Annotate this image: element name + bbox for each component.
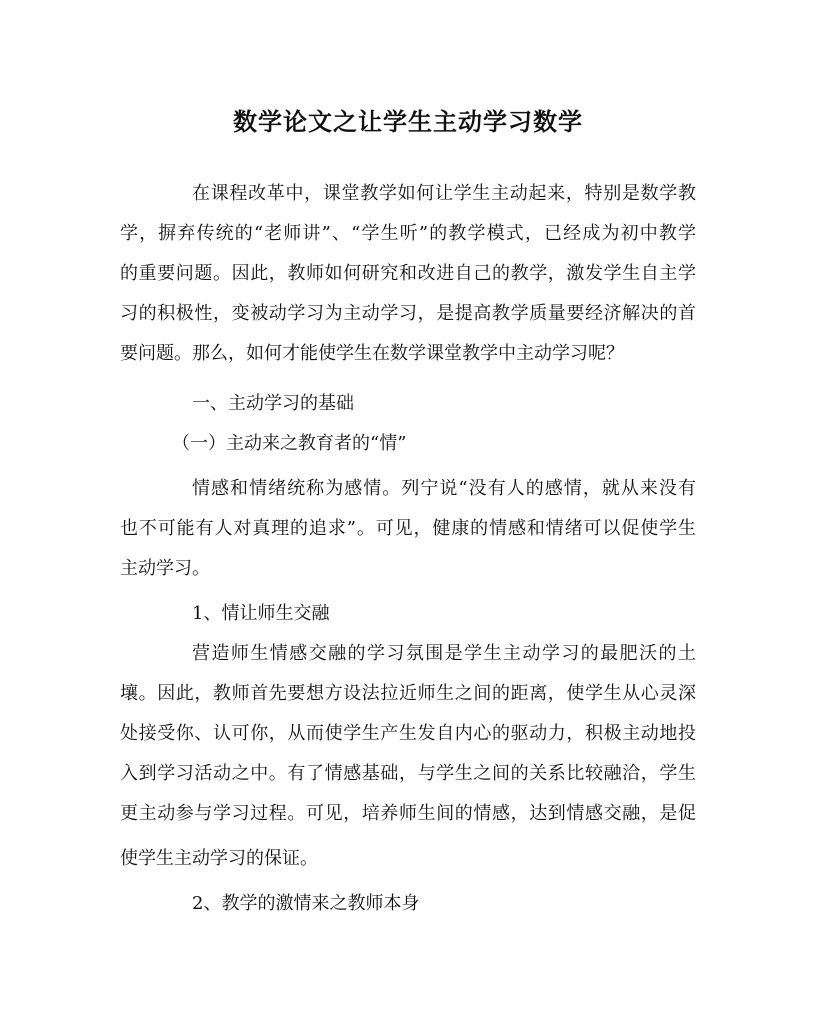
item1-line-4: 入到学习活动之中。有了情感基础，与学生之间的关系比较融洽，学生 (120, 763, 696, 784)
section-heading-1: 一、主动学习的基础 (192, 393, 354, 414)
emotion-line-2: 也不可能有人对真理的追求”。可见，健康的情感和情绪可以促使学生 (120, 518, 696, 539)
intro-line-4: 习的积极性，变被动学习为主动学习，是提高教学质量要经济解决的首 (120, 303, 696, 324)
item1-line-1: 营造师生情感交融的学习氛围是学生主动学习的最肥沃的土 (192, 643, 696, 664)
item-heading-2: 2、教学的激情来之教师本身 (192, 893, 420, 914)
item1-line-2: 壤。因此，教师首先要想方设法拉近师生之间的距离，使学生从心灵深 (120, 683, 696, 704)
subsection-heading-1-1: （一）主动来之教育者的“情” (172, 433, 407, 454)
intro-line-3: 的重要问题。因此，教师如何研究和改进自己的教学，激发学生自主学 (120, 263, 696, 284)
emotion-line-1: 情感和情绪统称为感情。列宁说“没有人的感情，就从来没有 (192, 478, 696, 499)
emotion-line-3: 主动学习。 (120, 558, 210, 579)
item1-line-6: 使学生主动学习的保证。 (120, 848, 318, 869)
item1-line-5: 更主动参与学习过程。可见，培养师生间的情感，达到情感交融，是促 (120, 803, 696, 824)
document-title: 数学论文之让学生主动学习数学 (233, 107, 583, 136)
item1-line-3: 处接受你、认可你，从而使学生产生发自内心的驱动力，积极主动地投 (120, 723, 696, 744)
intro-line-2: 学，摒弃传统的“老师讲”、“学生听”的教学模式，已经成为初中教学 (120, 223, 696, 244)
intro-line-5: 要问题。那么，如何才能使学生在数学课堂教学中主动学习呢？ (120, 343, 624, 364)
item-heading-1: 1、情让师生交融 (192, 603, 330, 624)
intro-line-1: 在课程改革中，课堂教学如何让学生主动起来，特别是数学教 (192, 183, 696, 204)
